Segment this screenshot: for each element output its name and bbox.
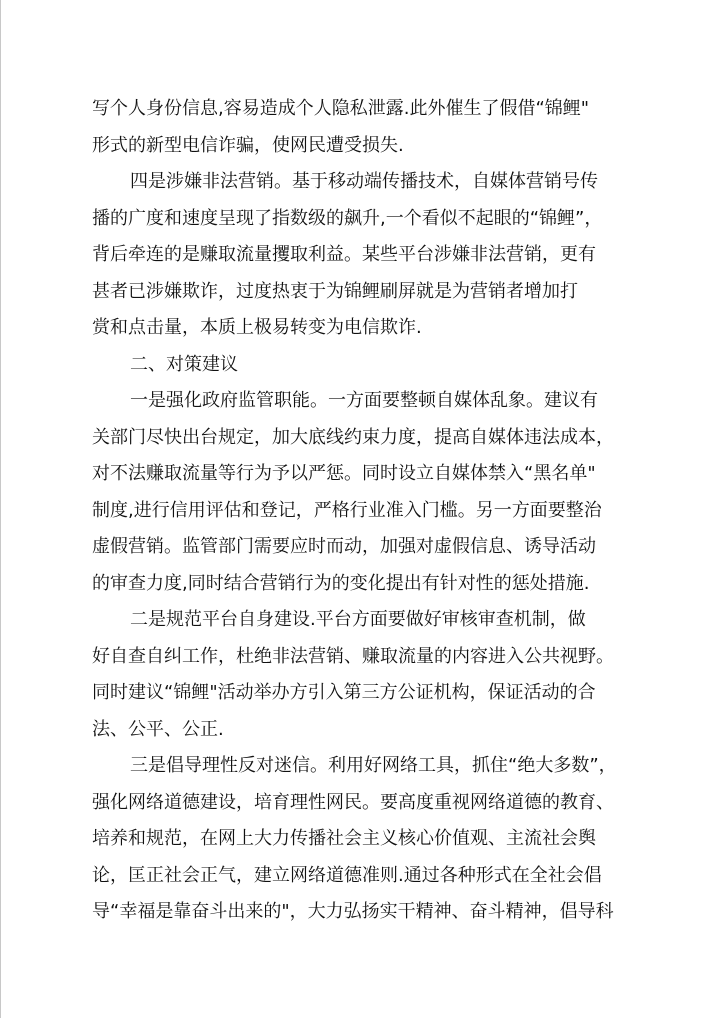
text-line: 虚假营销。监管部门需要应时而动，加强对虚假信息、诱导活动 xyxy=(92,536,596,557)
text-line: 甚者已涉嫌欺诈，过度热衷于为锦鲤刷屏就是为营销者增加打 xyxy=(92,280,578,302)
text-line: 论，匡正社会正气，建立网络道德准则.通过各种形式在全社会倡 xyxy=(92,864,602,886)
text-line: 一是强化政府监管职能。一方面要整顿自媒体乱象。建议有 xyxy=(130,390,598,411)
text-line: 写个人身份信息,容易造成个人隐私泄露.此外催生了假借“锦鲤" xyxy=(92,98,590,119)
text-line: 对不法赚取流量等行为予以严惩。同时设立自媒体禁入“黑名单" xyxy=(92,463,596,484)
text-line: 关部门尽快出台规定，加大底线约束力度，提高自媒体违法成本， xyxy=(92,426,614,448)
text-line: 的审查力度,同时结合营销行为的变化提出有针对性的惩处措施. xyxy=(92,572,590,594)
text-line: 强化网络道德建设，培育理性网民。要高度重视网络道德的教育、 xyxy=(92,791,614,813)
text-line: 背后牵连的是赚取流量攫取利益。某些平台涉嫌非法营销，更有 xyxy=(92,244,596,265)
text-line: 二是规范平台自身建设.平台方面要做好审核审查机制，做 xyxy=(130,609,586,630)
document-body xyxy=(92,91,637,931)
text-line: 好自查自纠工作，杜绝非法营销、赚取流量的内容进入公共视野。 xyxy=(92,645,614,667)
text-line: 导“幸福是靠奋斗出来的"，大力弘扬实干精神、奋斗精神，倡导科 xyxy=(92,901,614,922)
text-line: 二、对策建议 xyxy=(130,353,238,375)
text-line: 形式的新型电信诈骗，使网民遭受损失. xyxy=(92,134,404,156)
text-line: 赏和点击量，本质上极易转变为电信欺诈. xyxy=(92,317,422,338)
text-line: 同时建议“锦鲤"活动举办方引入第三方公证机构，保证活动的合 xyxy=(92,682,596,703)
text-line: 制度,进行信用评估和登记，严格行业准入门槛。另一方面要整治 xyxy=(92,499,602,521)
text-line: 播的广度和速度呈现了指数级的飙升,一个看似不起眼的“锦鲤”， xyxy=(92,207,603,229)
text-line: 法、公平、公正. xyxy=(92,718,224,740)
text-line: 三是倡导理性反对迷信。利用好网络工具，抓住“绝大多数”， xyxy=(130,755,617,776)
text-line: 培养和规范，在网上大力传播社会主义核心价值观、主流社会舆 xyxy=(92,828,596,849)
text-line: 四是涉嫌非法营销。基于移动端传播技术，自媒体营销号传 xyxy=(130,171,598,192)
